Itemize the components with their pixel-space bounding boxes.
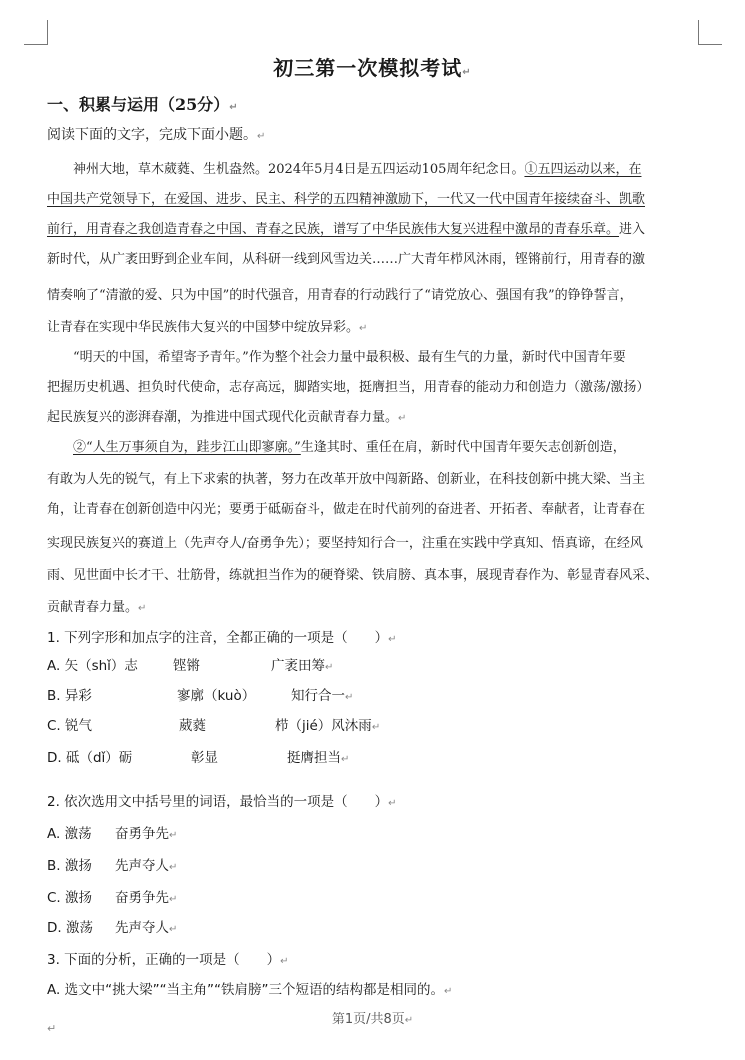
section-heading: 一、积累与运用（25分）↵: [47, 95, 238, 114]
crop-mark-top-left: [24, 44, 48, 45]
question-1-stem: 1. 下列字形和加点字的注音，全都正确的一项是（ ）↵: [47, 630, 397, 646]
question-3-stem: 3. 下面的分析，正确的一项是（ ）↵: [47, 952, 289, 968]
crop-mark-top-right: [698, 20, 699, 44]
paragraph-mark: ↵: [47, 1022, 57, 1035]
instruction-text: 阅读下面的文字，完成下面小题。↵: [47, 127, 266, 143]
crop-mark-top-right: [698, 44, 722, 45]
crop-mark-top-left: [47, 20, 48, 44]
question-2-stem: 2. 依次选用文中括号里的词语，最恰当的一项是（ ）↵: [47, 794, 397, 810]
page-footer: 第1页/共8页↵: [331, 1012, 414, 1027]
page-title: 初三第一次模拟考试↵: [273, 56, 472, 80]
